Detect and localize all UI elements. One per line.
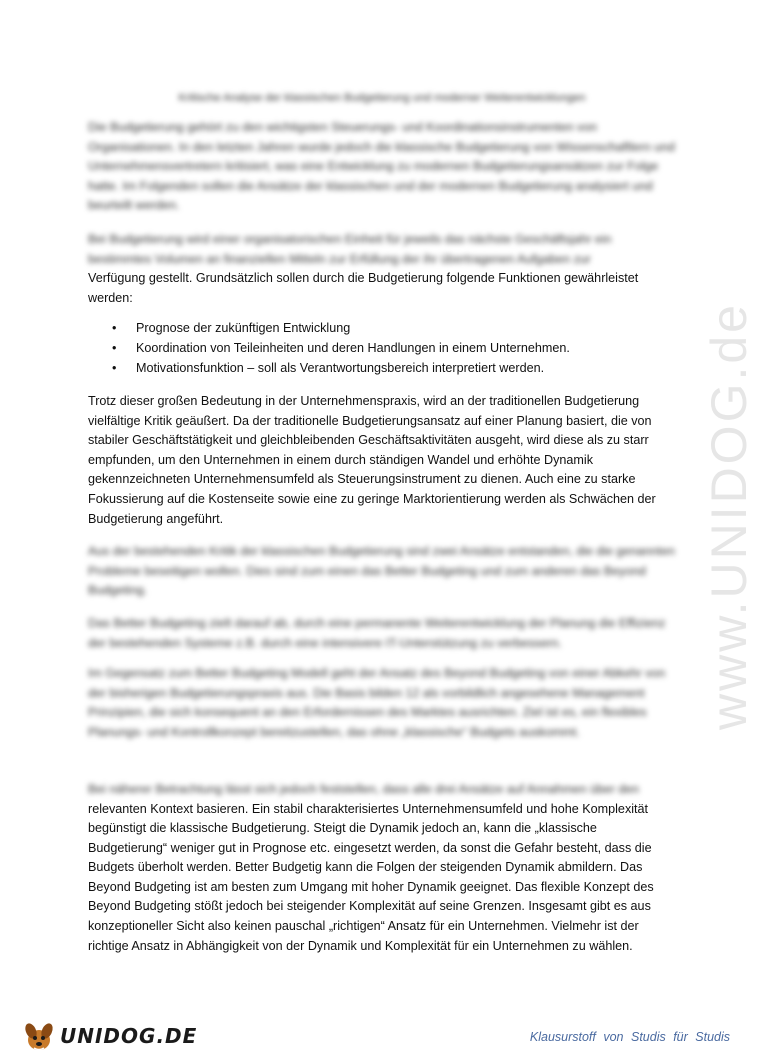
paragraph-conclusion-visible: relevanten Kontext basieren. Ein stabil charakterisiertes Unternehmensumfeld und hohe Komplexität begünstigt die klassische Budgetierung. Steigt die Dynamik jedoch an, kann die „klassische Budgetierung“ weniger gut in Prognose etc. eingesetzt werden, da sonst die Gefahr besteht, dass die Budgets überholt werden. Better Budgetig kann die Folgen der steigenden Dynamik abmildern. Das Beyond Budgeting ist am besten zum Umgang mit hoher Dynamik geeignet. Das flexible Konzept des Beyond Budgeting stößt jedoch bei steigender Komplexität auf seine Grenzen. Insgesamt gibt es aus konzeptioneller Sicht also keinen pauschal „richtigen“ Ansatz für ein Unternehmen. Vielmehr ist der richtige Ansatz in Abhängigkeit von der Dynamik und Komplexität für ein Unternehmen zu wählen.	[88, 801, 654, 953]
list-item: • Koordination von Teileinheiten und deren Handlungen in einem Unternehmen.	[112, 338, 672, 358]
unidog-logo	[22, 1018, 197, 1054]
paragraph-budget-definition-visible: Verfügung gestellt. Grundsätzlich sollen durch die Budgetierung folgende Funktionen gewährleistet werden:	[88, 271, 639, 305]
paragraph-beyond-budgeting: Im Gegensatz zum Better Budgeting Modell geht der Ansatz des Beyond Budgeting von einer Abkehr von der bisherigen Budgetierungspraxis aus. Die Basis bilden 12 als vorbildlich angesehene Management Prinzipien, die sich konsequent an den Erfordernissen des Marktes ausrichten. Ziel ist es, ein flexibles Planungs- und Kontrollkonzept bereitzustellen, das ohne „klassische“ Budgets auskommt.	[88, 666, 666, 739]
list-item: • Prognose der zukünftigen Entwicklung	[112, 318, 672, 338]
paragraph-budget-definition-blurred: Bei Budgetierung wird einer organisatorischen Einheit für jeweils das nächste Geschäftsjahr ein bestimmtes Volumen an finanziellen Mitteln zur Erfüllung der ihr übertragenen Aufgaben zur	[88, 232, 612, 266]
paragraph-conclusion-blurred: Bei näherer Betrachtung lässt sich jedoch feststellen, dass alle drei Ansätze auf Annahmen über den	[88, 782, 640, 796]
paragraph-better-budgeting: Das Better Budgeting zielt darauf ab, durch eine permanente Weiterentwicklung der Planung die Effizienz der bestehenden Systeme z.B. durch eine intensivere IT-Unterstützung zu verbessern.	[88, 616, 666, 650]
logo-wordmark: UNIDOG.DE	[60, 1024, 198, 1048]
paragraph-intro: Die Budgetierung gehört zu den wichtigsten Steuerungs- und Koordinationsinstrumenten von Organisationen. In den letzten Jahren wurde jedoch die klassische Budgetierung von Wissenschaftlern und Unternehmensvertretern kritisiert, was eine Entwicklung zu modernen Budgetierungsansätzen zur Folge hatte. Im Folgenden sollen die Ansätze der klassischen und der modernen Budgetierung analysiert und beurteilt werden.	[88, 120, 675, 212]
paragraph-criticism: Trotz dieser großen Bedeutung in der Unternehmenspraxis, wird an der traditionellen Budgetierung vielfältige Kritik geäußert. Da der traditionelle Budgetierungsansatz auf einer Planung basiert, die von stabiler Geschäftstätigkeit und gleichbleibenden Geschäftsaktivitäten ausgeht, wird diese als zu starr empfunden, um den Unternehmen in einem durch ständigen Wandel und erhöhte Dynamik gekennzeichneten Unternehmensumfeld als Steuerungsinstrument zu dienen. Auch eine zu starke Fokussierung auf die Kostenseite sowie eine zu geringe Marktorientierung werden als Schwächen der Budgetierung angeführt.	[88, 394, 656, 526]
paragraph-conclusion	[88, 780, 676, 956]
paragraph-budget-definition	[88, 230, 676, 308]
paragraph-approaches: Aus der bestehenden Kritik der klassischen Budgetierung sind zwei Ansätze entstanden, die die genannten Probleme beseitigen wollen. Dies sind zum einen das Better Budgeting und zum anderen das Beyond Budgeting.	[88, 544, 675, 597]
document-title: Kritische Analyse der klassischen Budgetierung und moderner Weiterentwicklungen	[178, 92, 586, 104]
footer-tagline: Klausurstoff von Studis für Studis	[529, 1030, 730, 1044]
dog-icon	[22, 1019, 56, 1053]
function-list	[112, 318, 672, 378]
list-item: • Motivationsfunktion – soll als Verantwortungsbereich interpretiert werden.	[112, 358, 672, 378]
watermark: www.UNIDOG.de	[701, 302, 757, 730]
bullet-icon: •	[112, 341, 117, 355]
bullet-icon: •	[112, 321, 117, 335]
bullet-icon: •	[112, 361, 117, 375]
